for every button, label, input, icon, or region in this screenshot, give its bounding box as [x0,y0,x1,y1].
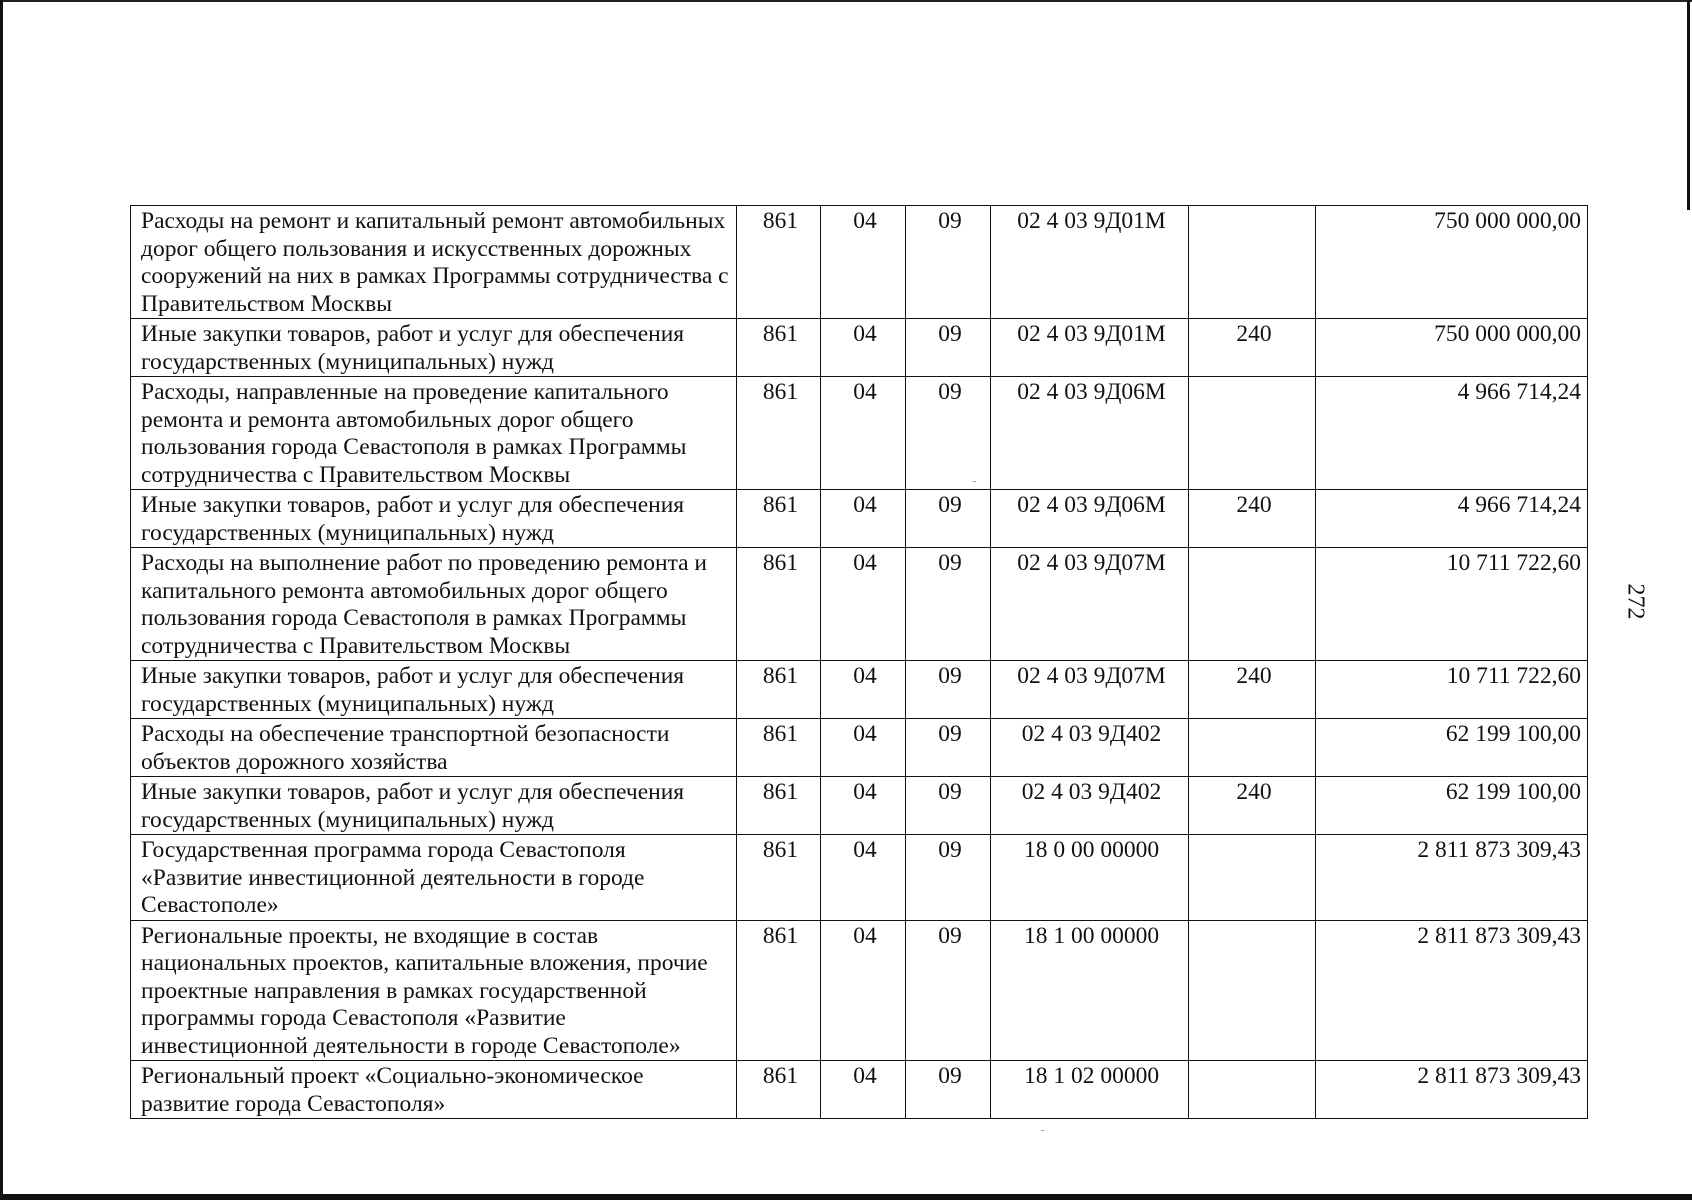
expense-name-cell: Расходы на ремонт и капитальный ремонт автомобильных дорог общего пользования и искусственных дорожных сооружений на них в рамках Программы сотрудничества с Правительством Москвы [131,206,737,319]
table-row [131,377,1588,490]
amount-cell: 62 199 100,00 [1316,719,1588,777]
scan-border-top [0,0,1692,2]
scan-border-right-mark [1687,0,1690,210]
table-row [131,920,1588,1061]
scan-border-bottom [0,1194,1692,1200]
amount-cell: 4 966 714,24 [1316,490,1588,548]
section-code-cell: 04 [821,920,906,1061]
expense-type-cell [1189,206,1316,319]
amount-cell: 4 966 714,24 [1316,377,1588,490]
section-code-cell: 04 [821,548,906,661]
amount-cell: 62 199 100,00 [1316,777,1588,835]
expense-type-cell [1189,1061,1316,1119]
section-code-cell: 04 [821,319,906,377]
table-row [131,661,1588,719]
expense-name-cell: Иные закупки товаров, работ и услуг для обеспечения государственных (муниципальных) нужд [131,319,737,377]
page-number: 272 [1622,583,1649,620]
expense-name-cell: Расходы на обеспечение транспортной безопасности объектов дорожного хозяйства [131,719,737,777]
expense-name-cell: Региональный проект «Социально-экономическое развитие города Севастополя» [131,1061,737,1119]
subsection-code-cell: 09 [906,319,991,377]
subsection-code-cell: 09 [906,377,991,490]
target-article-cell: 02 4 03 9Д06М [991,377,1189,490]
ministry-code-cell: 861 [737,319,821,377]
table-row [131,206,1588,319]
scan-border-left [0,0,3,1200]
target-article-cell: 02 4 03 9Д01М [991,319,1189,377]
ministry-code-cell: 861 [737,206,821,319]
subsection-code-cell: 09 [906,777,991,835]
expense-type-cell [1189,835,1316,921]
ministry-code-cell: 861 [737,548,821,661]
expense-name-cell: Расходы, направленные на проведение капитального ремонта и ремонта автомобильных дорог общего пользования города Севастополя в рамках Программы сотрудничества с Правительством Москвы [131,377,737,490]
scan-speck [1041,1130,1044,1131]
amount-cell: 750 000 000,00 [1316,319,1588,377]
ministry-code-cell: 861 [737,1061,821,1119]
ministry-code-cell: 861 [737,661,821,719]
section-code-cell: 04 [821,206,906,319]
table-row [131,777,1588,835]
target-article-cell: 18 0 00 00000 [991,835,1189,921]
subsection-code-cell: 09 [906,206,991,319]
ministry-code-cell: 861 [737,377,821,490]
target-article-cell: 02 4 03 9Д07М [991,661,1189,719]
table-row [131,490,1588,548]
expense-type-cell: 240 [1189,490,1316,548]
target-article-cell: 18 1 02 00000 [991,1061,1189,1119]
target-article-cell: 18 1 00 00000 [991,920,1189,1061]
expense-type-cell [1189,548,1316,661]
amount-cell: 10 711 722,60 [1316,661,1588,719]
section-code-cell: 04 [821,835,906,921]
expense-name-cell: Расходы на выполнение работ по проведению ремонта и капитального ремонта автомобильных дорог общего пользования города Севастополя в рамках Программы сотрудничества с Правительством Москвы [131,548,737,661]
amount-cell: 750 000 000,00 [1316,206,1588,319]
ministry-code-cell: 861 [737,835,821,921]
expense-type-cell [1189,920,1316,1061]
section-code-cell: 04 [821,777,906,835]
section-code-cell: 04 [821,719,906,777]
table-row [131,1061,1588,1119]
subsection-code-cell: 09 [906,920,991,1061]
target-article-cell: 02 4 03 9Д01М [991,206,1189,319]
expense-name-cell: Иные закупки товаров, работ и услуг для обеспечения государственных (муниципальных) нужд [131,490,737,548]
amount-cell: 2 811 873 309,43 [1316,1061,1588,1119]
expense-name-cell: Иные закупки товаров, работ и услуг для обеспечения государственных (муниципальных) нужд [131,777,737,835]
expense-type-cell [1189,719,1316,777]
subsection-code-cell: 09 [906,719,991,777]
expense-type-cell: 240 [1189,319,1316,377]
amount-cell: 2 811 873 309,43 [1316,920,1588,1061]
section-code-cell: 04 [821,661,906,719]
table-row [131,835,1588,921]
expense-name-cell: Региональные проекты, не входящие в состав национальных проектов, капитальные вложения, прочие проектные направления в рамках государственной программы города Севастополя «Развитие инвестиционной деятельности в городе Севастополе» [131,920,737,1061]
expense-name-cell: Иные закупки товаров, работ и услуг для обеспечения государственных (муниципальных) нужд [131,661,737,719]
expense-name-cell: Государственная программа города Севастополя «Развитие инвестиционной деятельности в городе Севастополе» [131,835,737,921]
target-article-cell: 02 4 03 9Д07М [991,548,1189,661]
subsection-code-cell: 09 [906,1061,991,1119]
ministry-code-cell: 861 [737,920,821,1061]
subsection-code-cell: 09 [906,835,991,921]
target-article-cell: 02 4 03 9Д402 [991,777,1189,835]
table-row [131,319,1588,377]
subsection-code-cell: 09 [906,548,991,661]
target-article-cell: 02 4 03 9Д402 [991,719,1189,777]
expense-type-cell: 240 [1189,777,1316,835]
subsection-code-cell: 09 [906,661,991,719]
target-article-cell: 02 4 03 9Д06М [991,490,1189,548]
subsection-code-cell: 09 [906,490,991,548]
ministry-code-cell: 861 [737,719,821,777]
section-code-cell: 04 [821,1061,906,1119]
budget-table [130,205,1588,1119]
ministry-code-cell: 861 [737,490,821,548]
expense-type-cell [1189,377,1316,490]
expense-type-cell: 240 [1189,661,1316,719]
section-code-cell: 04 [821,490,906,548]
amount-cell: 10 711 722,60 [1316,548,1588,661]
amount-cell: 2 811 873 309,43 [1316,835,1588,921]
table-row [131,719,1588,777]
table-row [131,548,1588,661]
section-code-cell: 04 [821,377,906,490]
ministry-code-cell: 861 [737,777,821,835]
